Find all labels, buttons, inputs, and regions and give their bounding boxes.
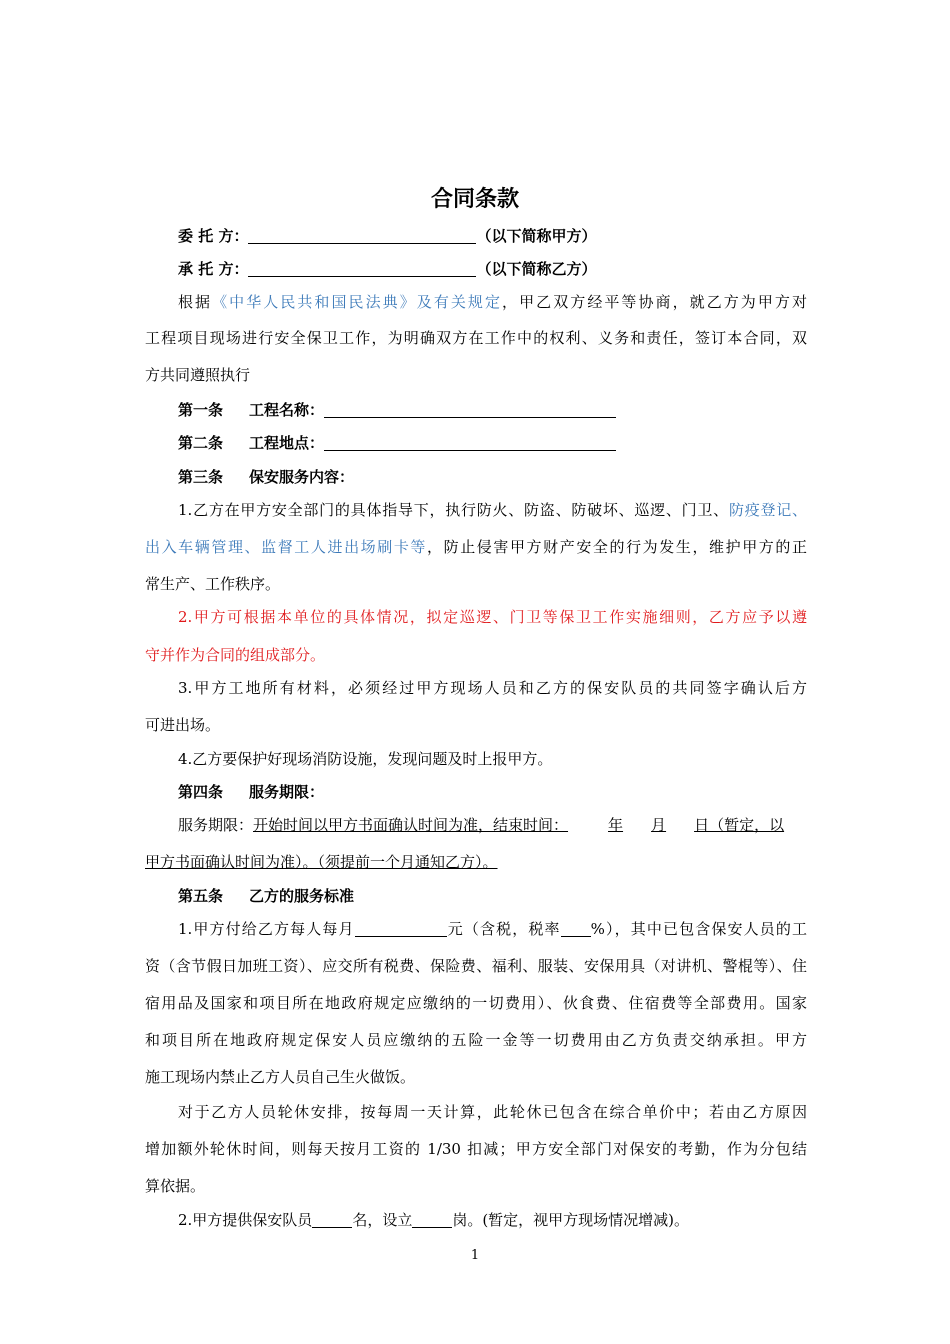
clause-text: 岗。(暂定，视甲方现场情况增减)。: [452, 1211, 690, 1229]
art3-item1-line2: [145, 536, 807, 558]
article-number: 第五条: [178, 887, 224, 905]
client-line: [178, 225, 807, 247]
art5-item2: [178, 1209, 807, 1231]
term-day: 日（暂定，以: [694, 816, 785, 834]
guard-count-blank: [312, 1211, 352, 1228]
clause-text: 2.甲方提供保安队员: [178, 1211, 313, 1229]
page-number: 1: [470, 1248, 480, 1263]
term-month: 月: [651, 816, 667, 834]
art3-item4: 4.乙方要保护好现场消防设施，发现问题及时上报甲方。: [178, 750, 553, 768]
article-3: [178, 466, 807, 488]
clause-text: 1.甲方付给乙方每人每月: [178, 920, 355, 938]
article-number: 第四条: [178, 783, 224, 801]
art4-term-line1: [178, 814, 807, 836]
art5-rest-line1: 对于乙方人员轮休安排，按每周一天计算，此轮休已包含在综合单价中；若由乙方原因: [178, 1103, 807, 1121]
art4-term-line2: 甲方书面确认时间为准）。（须提前一个月通知乙方）。: [145, 853, 498, 871]
clause-text: 服务期限：: [178, 816, 254, 834]
clause-text: ，防止侵害甲方财产安全的行为发生，维护甲方的正: [427, 538, 807, 556]
article-2: [178, 432, 807, 454]
art3-item1-line3: 常生产、工作秩序。: [145, 575, 281, 593]
contractor-blank: [248, 260, 476, 277]
intro-line-2: 工程项目现场进行安全保卫工作，为明确双方在工作中的权利、义务和责任，签订本合同，双: [145, 329, 807, 347]
law-reference: 《中华人民共和国民法典》及有关规定: [212, 293, 503, 311]
clause-text: 元（含税，税率: [446, 920, 561, 938]
art5-rest-line2: 增加额外轮休时间，则每天按月工资的 1/30 扣减；甲方安全部门对保安的考勤，作为分包结: [145, 1140, 807, 1158]
contractor-line: [178, 258, 807, 280]
intro-line-1: [178, 291, 807, 313]
contractor-note: （以下简称乙方）: [476, 260, 597, 278]
art3-item2-line2: 守并作为合同的组成部分。: [145, 646, 326, 664]
clause-text: %），其中已包含保安人员的工: [590, 920, 807, 938]
tax-rate-blank: [561, 920, 591, 937]
clause-text: 1.乙方在甲方安全部门的具体指导下，执行防火、防盗、防破坏、巡逻、门卫、: [178, 501, 729, 519]
page-title: 合同条款: [430, 187, 519, 212]
article-number: 第三条: [178, 468, 224, 486]
article-1: [178, 399, 807, 421]
article-label: 保安服务内容：: [249, 468, 355, 486]
art3-item3-line1: 3.甲方工地所有材料，必须经过甲方现场人员和乙方的保安队员的共同签字确认后方: [178, 679, 807, 697]
client-note: （以下简称甲方）: [476, 227, 597, 245]
article-label: 服务期限：: [249, 783, 325, 801]
art3-item3-line2: 可进出场。: [145, 716, 221, 734]
client-label: 委 托 方：: [178, 227, 249, 245]
art5-item1-line2: 资（含节假日加班工资）、应交所有税费、保险费、福利、服装、安保用具（对讲机、警棍等）、住: [145, 957, 807, 975]
contractor-label: 承 托 方：: [178, 260, 249, 278]
art3-item1-line1: [178, 499, 807, 521]
art5-item1-line3: 宿用品及国家和项目所在地政府规定应缴纳的一切费用）、伙食费、住宿费等全部费用。国家: [145, 994, 807, 1012]
post-count-blank: [412, 1211, 452, 1228]
project-location-blank: [324, 434, 616, 451]
term-start: 开始时间以甲方书面确认时间为准，结束时间：: [253, 816, 569, 834]
art5-item1-line1: [178, 918, 807, 940]
clause-highlight: 防疫登记、: [728, 501, 807, 519]
article-5: [178, 885, 807, 907]
art5-item1-line4: 和项目所在地政府规定保安人员应缴纳的五险一金等一切费用由乙方负责交纳承担。甲方: [145, 1031, 807, 1049]
article-number: 第二条: [178, 434, 224, 452]
art5-rest-line3: 算依据。: [145, 1177, 206, 1195]
article-4: [178, 781, 807, 803]
intro-line-3: 方共同遵照执行: [145, 366, 251, 384]
term-text: [253, 816, 784, 834]
article-label: 工程地点：: [249, 434, 325, 452]
intro-text: ，甲乙双方经平等协商，就乙方为甲方对: [502, 293, 807, 311]
monthly-fee-blank: [355, 920, 447, 937]
client-blank: [248, 227, 476, 244]
art3-item2-line1: 2.甲方可根据本单位的具体情况，拟定巡逻、门卫等保卫工作实施细则，乙方应予以遵: [178, 608, 807, 626]
article-number: 第一条: [178, 401, 224, 419]
term-year: 年: [608, 816, 624, 834]
clause-text: 名，设立: [352, 1211, 413, 1229]
art5-item1-line5: 施工现场内禁止乙方人员自己生火做饭。: [145, 1068, 416, 1086]
clause-highlight: 出入车辆管理、监督工人进出场刷卡等: [145, 538, 428, 556]
article-label: 乙方的服务标准: [249, 887, 355, 905]
article-label: 工程名称：: [249, 401, 325, 419]
project-name-blank: [324, 401, 616, 418]
intro-text: 根据: [178, 293, 213, 311]
